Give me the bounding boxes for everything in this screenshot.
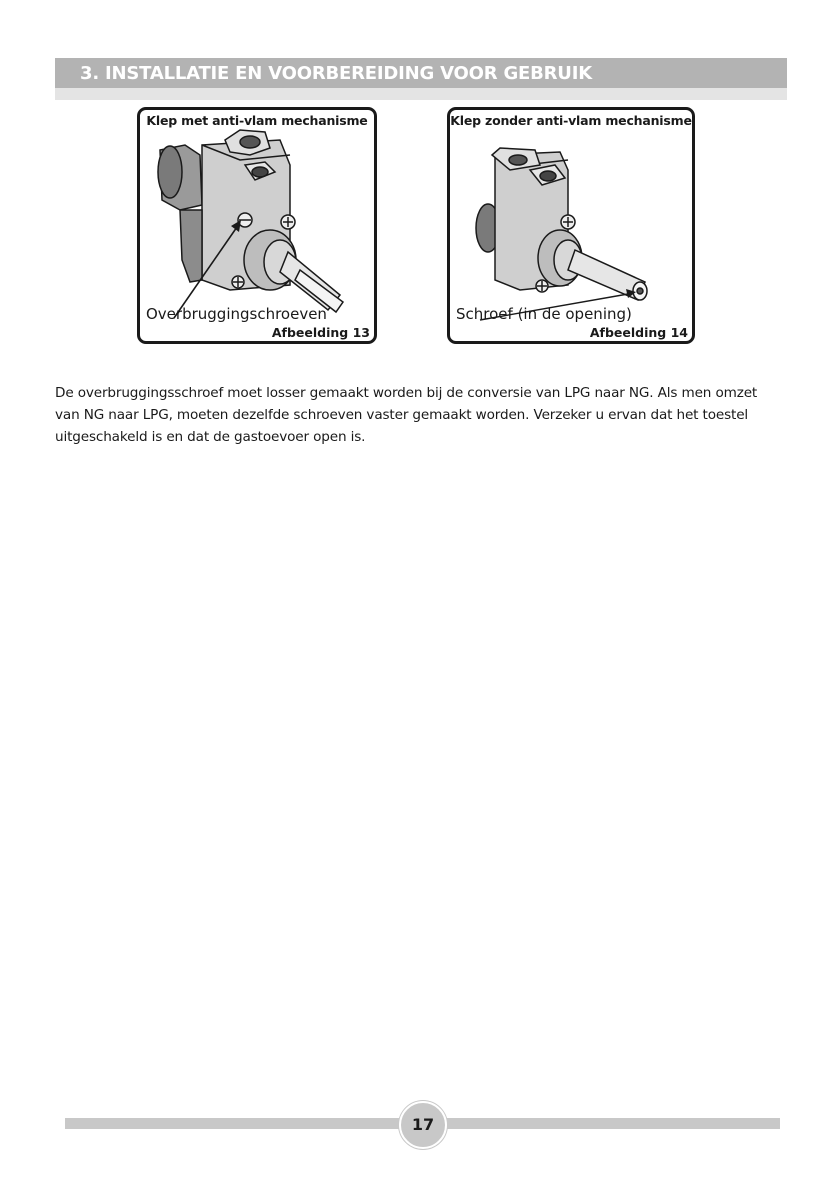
figure-title: Klep met anti-vlam mechanisme (146, 113, 368, 128)
section-header-underline (55, 88, 787, 100)
figure-caption: Schroef (in de opening) (456, 305, 632, 323)
figure-label: Afbeelding 13 (271, 325, 370, 340)
figure-13 (137, 107, 377, 344)
body-paragraph: De overbruggingsschroef moet losser gemaakt worden bij de conversie van LPG naar NG. Als men omzet van NG naar LPG, moeten dezelfde schroeven vaster gemaakt worden. Verzeker u ervan dat het toestel uitgeschakeld is en dat de gastoevoer open is. (55, 384, 758, 445)
figure-label: Afbeelding 14 (589, 325, 688, 340)
figure-title: Klep zonder anti-vlam mechanisme (450, 113, 692, 128)
figure-caption: Overbruggingschroeven (146, 305, 327, 323)
figure-14 (447, 107, 695, 344)
section-title: 3. INSTALLATIE EN VOORBEREIDING VOOR GEBRUIK (80, 63, 592, 84)
page-number: 17 (399, 1101, 447, 1149)
